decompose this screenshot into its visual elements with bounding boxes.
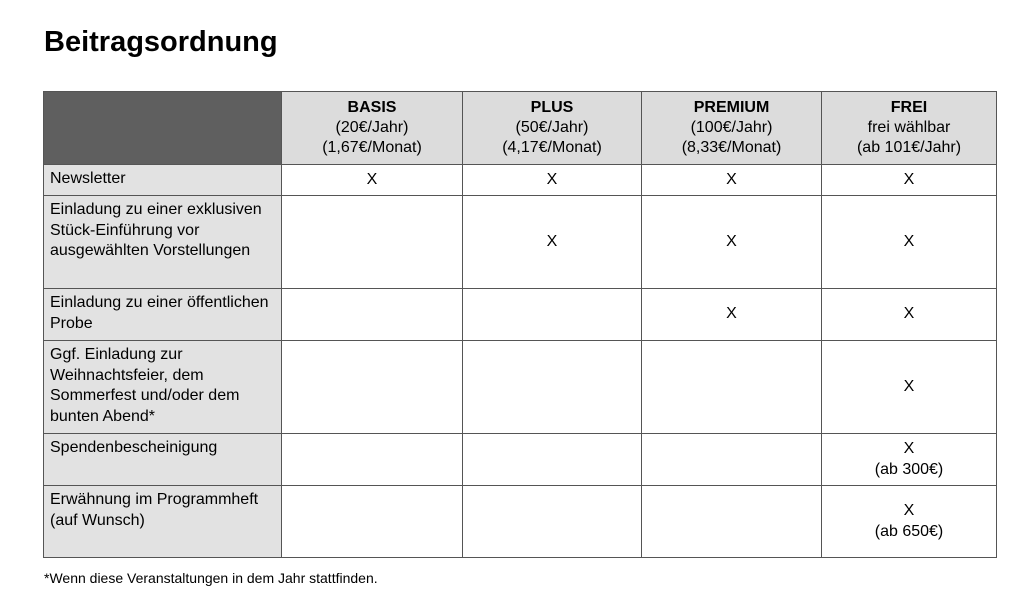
tier-name: FREI bbox=[890, 99, 928, 116]
tier-price-year: (20€/Jahr) bbox=[335, 119, 409, 136]
table-row bbox=[44, 289, 997, 341]
tier-header-frei bbox=[822, 92, 997, 165]
benefit-mark: X bbox=[546, 170, 558, 188]
header-corner bbox=[44, 92, 282, 165]
benefit-cell bbox=[463, 434, 642, 486]
tier-header-plus bbox=[463, 92, 642, 165]
benefit-cell bbox=[642, 486, 822, 558]
benefit-cell bbox=[282, 434, 463, 486]
feature-label: Erwähnung im Programmheft (auf Wunsch) bbox=[44, 486, 282, 558]
benefit-mark: X bbox=[726, 170, 737, 188]
feature-label: Newsletter bbox=[44, 165, 282, 196]
benefit-cell bbox=[822, 289, 997, 341]
benefit-cell bbox=[642, 289, 822, 341]
benefit-cell bbox=[642, 165, 822, 196]
feature-label: Spendenbescheinigung bbox=[44, 434, 282, 486]
table-row bbox=[44, 196, 997, 289]
table-row bbox=[44, 341, 997, 434]
benefit-mark: X bbox=[726, 232, 737, 250]
benefit-cell bbox=[822, 341, 997, 434]
benefit-cell bbox=[282, 165, 463, 196]
benefit-cell bbox=[642, 341, 822, 434]
benefit-note: (ab 300€) bbox=[874, 460, 944, 478]
benefit-cell bbox=[463, 165, 642, 196]
benefit-mark: X bbox=[366, 170, 378, 188]
tier-price-year: (100€/Jahr) bbox=[690, 119, 773, 136]
footnote: *Wenn diese Veranstaltungen in dem Jahr stattfinden. bbox=[44, 570, 378, 586]
benefit-cell bbox=[463, 486, 642, 558]
tier-price-month: (ab 101€/Jahr) bbox=[856, 139, 962, 156]
benefit-cell bbox=[822, 434, 997, 486]
benefit-cell bbox=[822, 165, 997, 196]
table-row bbox=[44, 434, 997, 486]
tier-price-month: (8,33€/Monat) bbox=[681, 139, 782, 156]
table-row bbox=[44, 165, 997, 196]
benefit-cell bbox=[642, 196, 822, 289]
benefit-cell bbox=[282, 486, 463, 558]
benefit-cell bbox=[463, 341, 642, 434]
benefit-cell bbox=[822, 196, 997, 289]
benefit-cell bbox=[642, 434, 822, 486]
benefit-cell bbox=[822, 486, 997, 558]
benefit-cell bbox=[463, 289, 642, 341]
benefit-cell bbox=[282, 289, 463, 341]
tier-price-year: (50€/Jahr) bbox=[515, 119, 589, 136]
benefit-cell bbox=[282, 196, 463, 289]
benefit-mark: X bbox=[903, 377, 915, 395]
tier-name: BASIS bbox=[347, 99, 397, 116]
tier-name: PREMIUM bbox=[693, 99, 770, 116]
benefit-note: (ab 650€) bbox=[874, 522, 944, 540]
tier-header-premium bbox=[642, 92, 822, 165]
table-header-row bbox=[44, 92, 997, 165]
page-title: Beitragsordnung bbox=[44, 26, 278, 58]
benefit-cell bbox=[282, 341, 463, 434]
tier-price-month: (4,17€/Monat) bbox=[502, 139, 602, 156]
feature-label: Ggf. Einladung zur Weihnachtsfeier, dem Sommerfest und/oder dem bunten Abend* bbox=[44, 341, 282, 434]
table-row bbox=[44, 486, 997, 558]
benefit-cell bbox=[463, 196, 642, 289]
benefit-mark: X bbox=[903, 502, 915, 519]
benefit-mark: X bbox=[546, 232, 558, 250]
benefit-mark: X bbox=[903, 305, 915, 323]
tier-name: PLUS bbox=[530, 99, 574, 116]
benefit-mark: X bbox=[903, 232, 915, 250]
tier-price-year: frei wählbar bbox=[867, 119, 951, 136]
benefit-mark: X bbox=[903, 170, 915, 188]
benefit-mark: X bbox=[903, 440, 915, 457]
fee-table bbox=[43, 91, 997, 558]
tier-price-month: (1,67€/Monat) bbox=[322, 139, 422, 156]
feature-label: Einladung zu einer exklusiven Stück-Einführung vor ausgewählten Vorstellungen bbox=[44, 196, 282, 289]
feature-label: Einladung zu einer öffentlichen Probe bbox=[44, 289, 282, 341]
benefit-mark: X bbox=[726, 305, 737, 323]
tier-header-basis bbox=[282, 92, 463, 165]
